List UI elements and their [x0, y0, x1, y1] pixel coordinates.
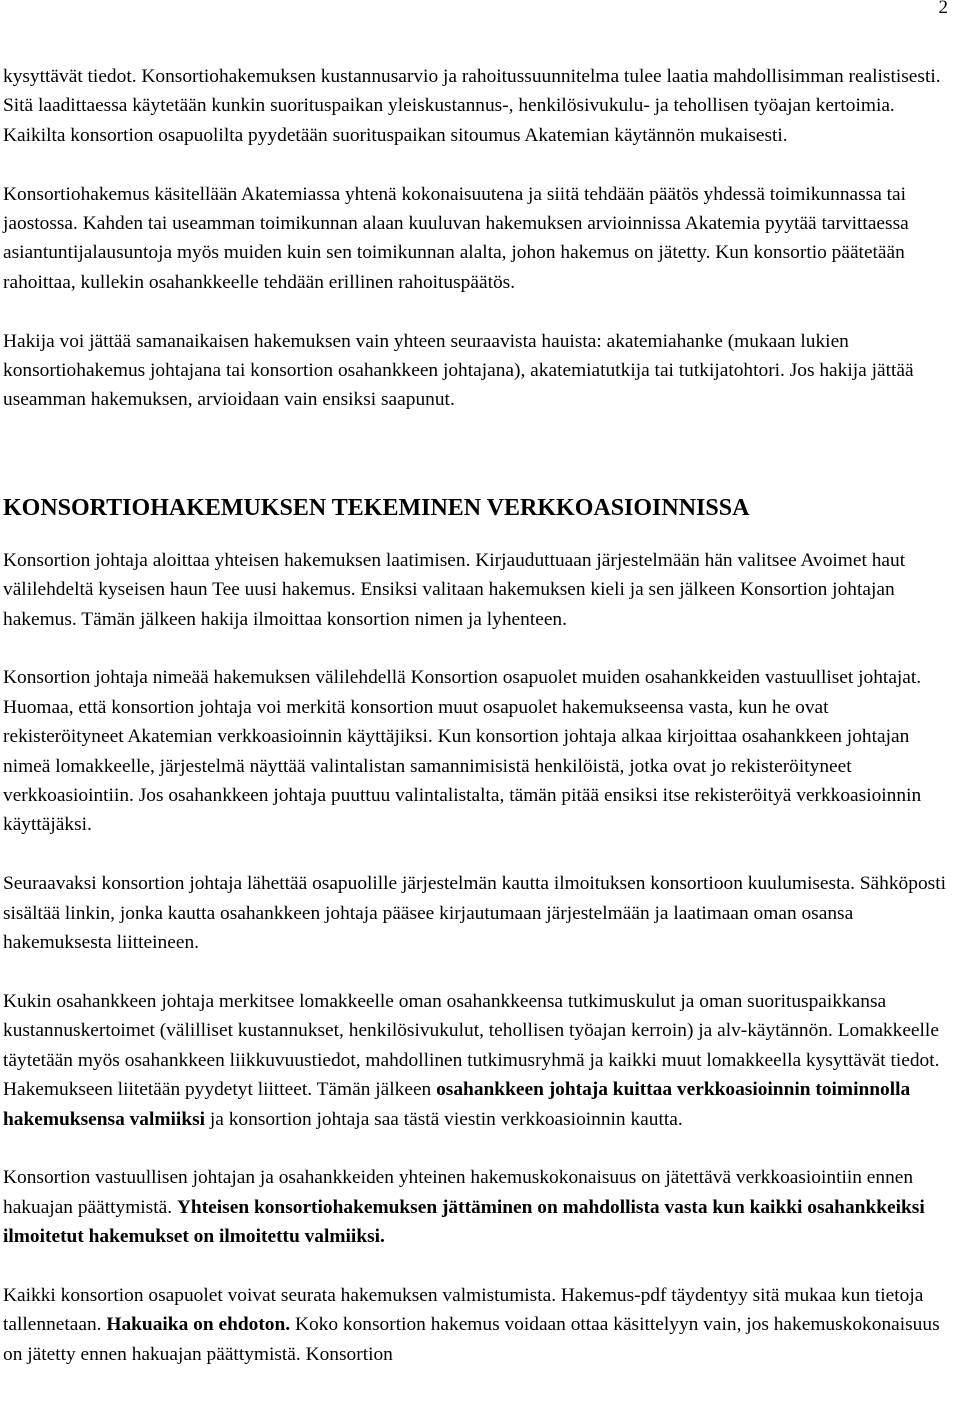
- paragraph-consortium-parties: Konsortion johtaja nimeää hakemuksen välilehdellä Konsortion osapuolet muiden osahankkeiden vastuulliset johtajat. Huomaa, että konsortion johtaja voi merkitä konsortion muut osapuolet hakemukseensa vasta, kun he ovat rekisteröityneet Akatemian verkkoasioinnin käyttäjiksi. Kun konsortion johtaja alkaa kirjoittaa osahankkeen johtajan nimeä lomakkeelle, järjestelmä näyttää valintalistan samannimisistä henkilöistä, jotka ovat jo rekisteröityneet verkkoasiointiin. Jos osahankkeen johtaja puuttuu valintalistalta, tämän pitää ensiksi itse rekisteröityä verkkoasioinnin käyttäjäksi.: [3, 667, 922, 836]
- paragraph-subproject-leader-tail: ja konsortion johtaja saa tästä viestin verkkoasioinnin kautta.: [205, 1108, 683, 1130]
- section-heading: KONSORTIOHAKEMUKSEN TEKEMINEN VERKKOASIOINNISSA: [3, 494, 750, 521]
- paragraph-deadline-tail: Koko konsortion hakemus voidaan ottaa käsittelyyn vain, jos hakemuskokonaisuus on jätetty ennen hakuajan päättymistä. Konsortion: [3, 1314, 940, 1365]
- paragraph-cost-estimate: kysyttävät tiedot. Konsortiohakemuksen kustannusarvio ja rahoitussuunnitelma tulee laatia mahdollisimman realistisesti. Sitä laadittaessa käytetään kunkin suorituspaikan yleiskustannus-, henkilösivukulu- ja tehollisen työajan kertoimia. Kaikilta konsortion osapuolilta pyydetään suorituspaikan sitoumus Akatemian käytännön mukaisesti.: [3, 66, 941, 146]
- paragraph-consortium-leader-start: Konsortion johtaja aloittaa yhteisen hakemuksen laatimisen. Kirjauduttuaan järjestelmään hän valitsee Avoimet haut välilehdeltä kyseisen haun Tee uusi hakemus. Ensiksi valitaan hakemuksen kieli ja sen jälkeen Konsortion johtajan hakemus. Tämän jälkeen hakija ilmoittaa konsortion nimen ja lyhenteen.: [3, 549, 906, 630]
- paragraph-subproject-leader-emphasis: osahankkeen johtaja kuittaa verkkoasioinnin toiminnolla hakemuksensa valmiiksi: [3, 1079, 911, 1130]
- paragraph-joint-submission-text: Konsortion vastuullisen johtajan ja osahankkeiden yhteinen hakemuskokonaisuus on jätettävä verkkoasiointiin ennen hakuajan päättymistä.: [3, 1167, 914, 1218]
- paragraph-subproject-leader-text: Kukin osahankkeen johtaja merkitsee lomakkeelle oman osahankkeensa tutkimuskulut ja oman suorituspaikkansa kustannuskertoimet (välilliset kustannukset, henkilösivukulut, tehollisen työajan kerroin) ja alv-käytännön. Lomakkeelle täytetään myös osahankkeen liikkuvuustiedot, mahdollinen tutkimusryhmä ja kaikki muut lomakkeella kysyttävät tiedot. Hakemukseen liitetään pyydetyt liitteet. Tämän jälkeen: [3, 990, 940, 1101]
- document-body: [3, 62, 953, 1399]
- paragraph-deadline: [3, 1281, 953, 1369]
- paragraph-simultaneous-application: Hakija voi jättää samanaikaisen hakemuksen vain yhteen seuraavista hauista: akatemiahanke (mukaan lukien konsortiohakemus johtajana tai konsortion osahankkeen johtajana), akatemiatutkija tai tutkijatohtori. Jos hakija jättää useamman hakemuksen, arvioidaan vain ensiksi saapunut.: [3, 330, 914, 411]
- paragraph-processing: Konsortiohakemus käsitellään Akatemiassa yhtenä kokonaisuutena ja siitä tehdään päätös yhdessä toimikunnassa tai jaostossa. Kahden tai useamman toimikunnan alaan kuuluvan hakemuksen arvioinnissa Akatemia pyytää tarvittaessa asiantuntijalausuntoja myös muiden kuin sen toimikunnan alalta, johon hakemus on jätetty. Kun konsortio päätetään rahoittaa, kullekin osahankkeelle tehdään erillinen rahoituspäätös.: [3, 183, 909, 293]
- paragraph-joint-submission-emphasis: Yhteisen konsortiohakemuksen jättäminen on mahdollista vasta kun kaikki osahankkeiksi ilmoitetut hakemukset on ilmoitettu valmiiksi.: [3, 1196, 925, 1248]
- paragraph-deadline-text: Kaikki konsortion osapuolet voivat seurata hakemuksen valmistumista. Hakemus-pdf täydentyy sitä mukaa kun tietoja tallennetaan.: [3, 1284, 924, 1336]
- paragraph-subproject-leader: [3, 987, 953, 1134]
- page-number: 2: [938, 0, 948, 18]
- paragraph-joint-submission: [3, 1163, 953, 1251]
- paragraph-notification: Seuraavaksi konsortion johtaja lähettää osapuolille järjestelmän kautta ilmoituksen konsortioon kuulumisesta. Sähköposti sisältää linkin, jonka kautta osahankkeen johtaja pääsee kirjautumaan järjestelmään ja laatimaan oman osansa hakemuksesta liitteineen.: [3, 873, 946, 954]
- paragraph-deadline-emphasis: Hakuaika on ehdoton.: [106, 1314, 291, 1336]
